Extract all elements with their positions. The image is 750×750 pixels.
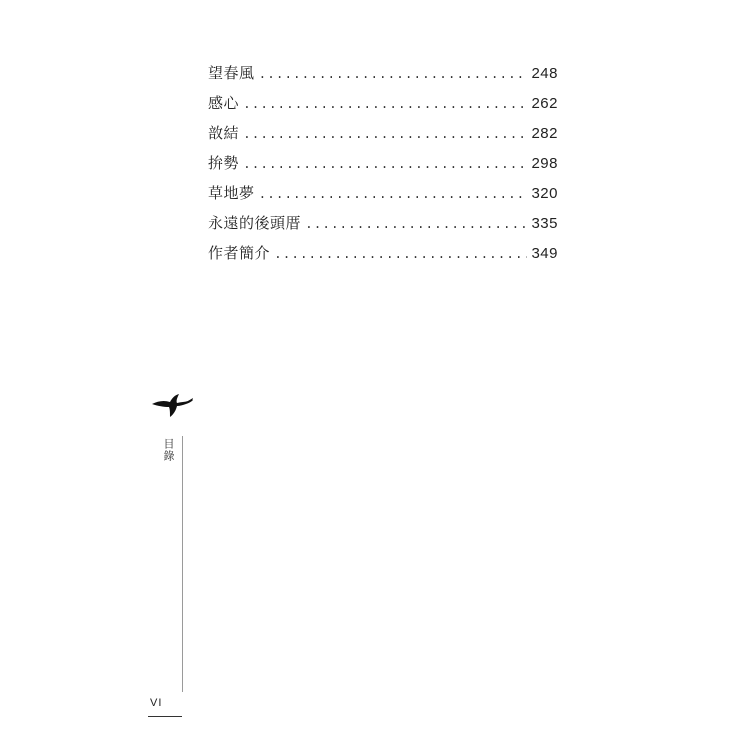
dot-leader [305, 217, 527, 232]
toc-entry[interactable] [208, 152, 558, 182]
toc-entry[interactable] [208, 62, 558, 92]
toc-entry-page: 320 [531, 185, 558, 202]
toc-entry-page: 262 [531, 95, 558, 112]
dot-leader [243, 97, 527, 112]
dot-leader [259, 67, 528, 82]
toc-entry-title: 感心 [208, 94, 240, 112]
flying-goose-icon [150, 392, 194, 418]
toc-entry-page: 335 [531, 215, 558, 232]
section-label: 目錄 [162, 438, 175, 462]
dot-leader [274, 247, 527, 262]
toc-entry-page: 349 [531, 245, 558, 262]
toc-entry[interactable] [208, 92, 558, 122]
toc-entry[interactable] [208, 242, 558, 272]
vertical-divider [182, 436, 183, 692]
toc-entry-page: 282 [531, 125, 558, 142]
page-number: VI [150, 697, 163, 709]
table-of-contents [208, 62, 558, 272]
toc-entry-title: 敨結 [208, 124, 240, 142]
toc-entry-title: 草地夢 [208, 184, 255, 202]
toc-entry[interactable] [208, 212, 558, 242]
toc-entry-page: 248 [531, 65, 558, 82]
toc-entry-title: 望春風 [208, 64, 255, 82]
footer-underline [148, 716, 182, 717]
toc-entry-title: 作者簡介 [208, 244, 271, 262]
dot-leader [243, 157, 527, 172]
toc-entry-page: 298 [531, 155, 558, 172]
toc-entry[interactable] [208, 122, 558, 152]
toc-entry[interactable] [208, 182, 558, 212]
toc-entry-title: 永遠的後頭厝 [208, 214, 302, 232]
toc-entry-title: 拚勢 [208, 154, 240, 172]
dot-leader [243, 127, 527, 142]
dot-leader [259, 187, 528, 202]
